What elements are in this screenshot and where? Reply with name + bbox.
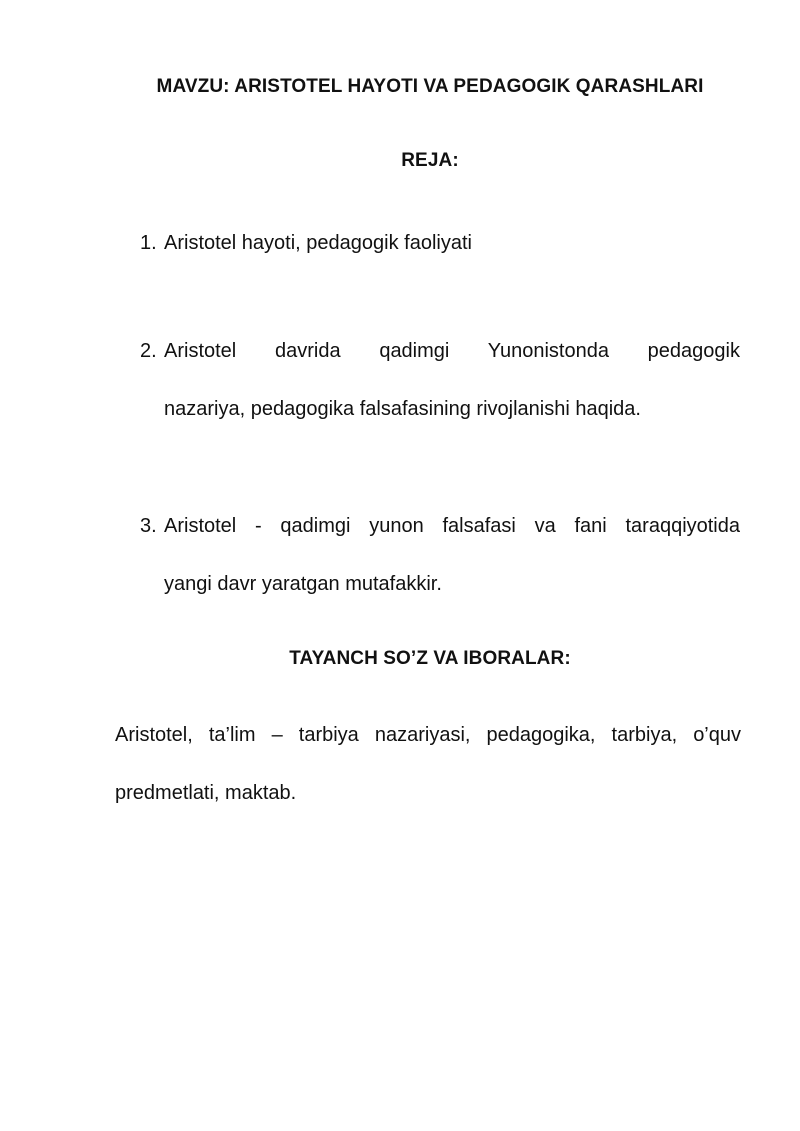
plan-heading: REJA:	[401, 150, 459, 171]
plan-item-line: Aristotel hayoti, pedagogik faoliyati	[164, 232, 472, 254]
keywords-paragraph	[115, 706, 741, 822]
plan-item-2	[140, 322, 740, 438]
plan-item-line: nazariya, pedagogika falsafasining rivojlanishi haqida.	[164, 398, 641, 420]
document-title: MAVZU: ARISTOTEL HAYOTI VA PEDAGOGIK QARASHLARI	[156, 76, 704, 97]
plan-item-number: 3.	[140, 515, 157, 537]
plan-item-text	[164, 214, 740, 272]
keywords-line: Aristotel, ta’lim – tarbiya nazariyasi, pedagogika, tarbiya, o’quv	[115, 724, 741, 746]
plan-item-3	[140, 497, 740, 613]
keywords-line: predmetlati, maktab.	[115, 782, 297, 804]
plan-item-line: yangi davr yaratgan mutafakkir.	[164, 573, 442, 595]
plan-item-1	[140, 214, 740, 272]
plan-item-line: Aristotel - qadimgi yunon falsafasi va fani taraqqiyotida	[164, 515, 740, 537]
plan-item-number: 1.	[140, 232, 157, 254]
keywords-heading: TAYANCH SO’Z VA IBORALAR:	[289, 648, 571, 669]
plan-item-text	[164, 322, 740, 438]
plan-item-text	[164, 497, 740, 613]
plan-item-line: Aristotel davrida qadimgi Yunonistonda pedagogik	[164, 340, 740, 362]
plan-item-number: 2.	[140, 340, 157, 362]
